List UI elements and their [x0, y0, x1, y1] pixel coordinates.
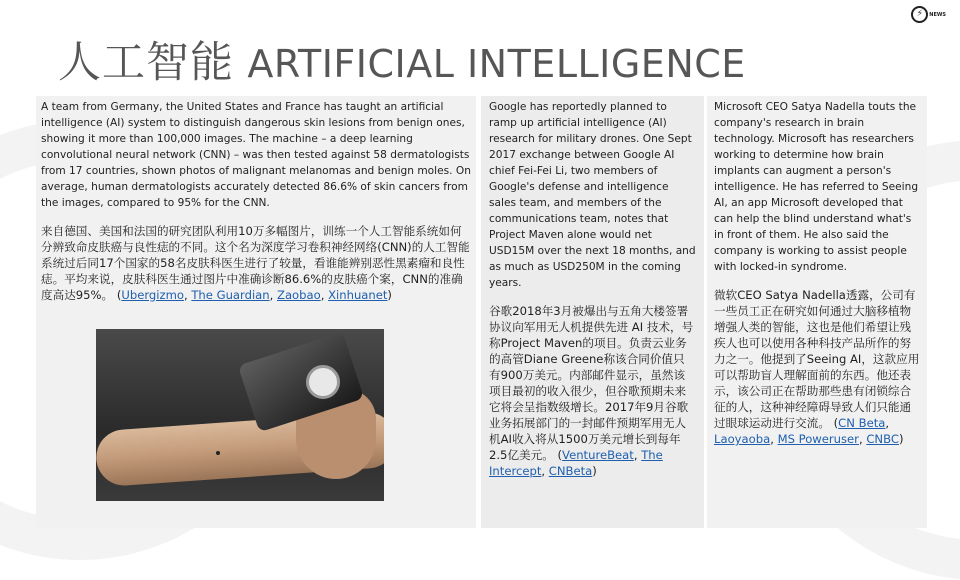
news-logo [911, 6, 946, 23]
source-link[interactable]: Ubergizmo [121, 288, 184, 302]
photo-scanner-lens [306, 365, 340, 399]
source-link[interactable]: The Guardian [191, 288, 270, 302]
source-links: (Ubergizmo, The Guardian, Zaobao, Xinhuanet) [116, 288, 392, 302]
source-link[interactable]: Laoyaoba [714, 432, 771, 446]
skin-scan-photo [96, 329, 384, 501]
source-link[interactable]: VentureBeat [562, 448, 634, 462]
article-column-google-drones [481, 96, 704, 528]
article-english-text: A team from Germany, the United States and France has taught an artificial intelligence (AI) system to distinguish dangerous skin lesions from benign ones, showing it more than 100,000 images. The machine – a deep learning convolutional neural network (CNN) – was then tested against 58 dermatologists from 17 countries, shown photos of malignant melanomas and benign moles. On average, human dermatologists accurately detected 86.6% of skin cancers from the images, compared to 95% for the CNN. [41, 101, 471, 209]
title-chinese: 人工智能 [58, 38, 234, 88]
article-english-text: Google has reportedly planned to ramp up artificial intelligence (AI) research for military drones. One Sept 2017 exchange between Google AI chief Fei-Fei Li, two members of Google's defense and intelligence sales team, and members of the communications team, notes that Project Maven alone would net USD15M over the next 18 months, and as much as USD250M in the coming years. [489, 101, 696, 289]
article-english-text: Microsoft CEO Satya Nadella touts the company's research in brain technology. Microsoft has researchers working to determine how brain implants can augment a person's intelligence. He has referred to Seeing AI, an app Microsoft developed that can help the blind understand what's in front of them. He also said the company is working to assist people with locked-in syndrome. [714, 101, 919, 273]
article-column-microsoft-brain [707, 96, 927, 528]
photo-mole [216, 451, 220, 455]
article-chinese-text: 微软CEO Satya Nadella透露，公司有一些员工正在研究如何通过大脑移植物增强人类的智能，这也是他们希望让残疾人也可以使用各种科技产品所作的努力之一。他提到了Seeing AI，这款应用可以帮助盲人理解面前的东西。他还表示，该公司正在帮助那些患有闭锁综合征的人，这种神经障碍导致人们只能通过眼球运动进行交流。 (CN Beta, Laoyaoba, MS Poweruser, CNBC) [714, 288, 920, 446]
lightning-icon: ⚡ [911, 6, 928, 23]
source-links: (VentureBeat, The Intercept, CNBeta) [489, 448, 663, 478]
source-links: (CN Beta, Laoyaoba, MS Poweruser, CNBC) [714, 416, 904, 446]
article-chinese-text: 来自德国、美国和法国的研究团队利用10万多幅图片，训练一个人工智能系统如何分辨致命皮肤癌与良性痣的不同。这个名为深度学习卷积神经网络(CNN)的人工智能系统过后同17个国家的58名皮肤科医生进行了较量，看谁能辨别恶性黑素瘤和良性痣。平均来说，皮肤科医生通过图片中准确诊断86.6%的皮肤癌个案，CNN的准确度高达95%。 (Ubergizmo, The Guardian, Zaobao, Xinhuanet) [41, 224, 470, 302]
source-link[interactable]: Zaobao [277, 288, 321, 302]
logo-text: NEWS [929, 11, 946, 18]
source-link[interactable]: The Intercept [489, 448, 663, 478]
source-link[interactable]: CNBC [866, 432, 899, 446]
page-title [58, 38, 746, 89]
article-chinese-text: 谷歌2018年3月被爆出与五角大楼签署协议向军用无人机提供先进 AI 技术，号称Project Maven的项目。负责云业务的高管Diane Greene称该合同价值只有900万美元。内部邮件显示，虽然该项目最初的收入很少，但谷歌预期未来它将会呈指数级增长。2017年9月谷歌业务拓展部门的一封邮件预期军用无人机AI收入将从1500万美元增长到每年2.5亿美元。 (VentureBeat, The Intercept, CNBeta) [489, 304, 694, 478]
source-link[interactable]: CNBeta [548, 464, 593, 478]
source-link[interactable]: Xinhuanet [328, 288, 388, 302]
title-english: ARTIFICIAL INTELLIGENCE [247, 42, 746, 86]
source-link[interactable]: MS Poweruser [777, 432, 859, 446]
source-link[interactable]: CN Beta [838, 416, 886, 430]
